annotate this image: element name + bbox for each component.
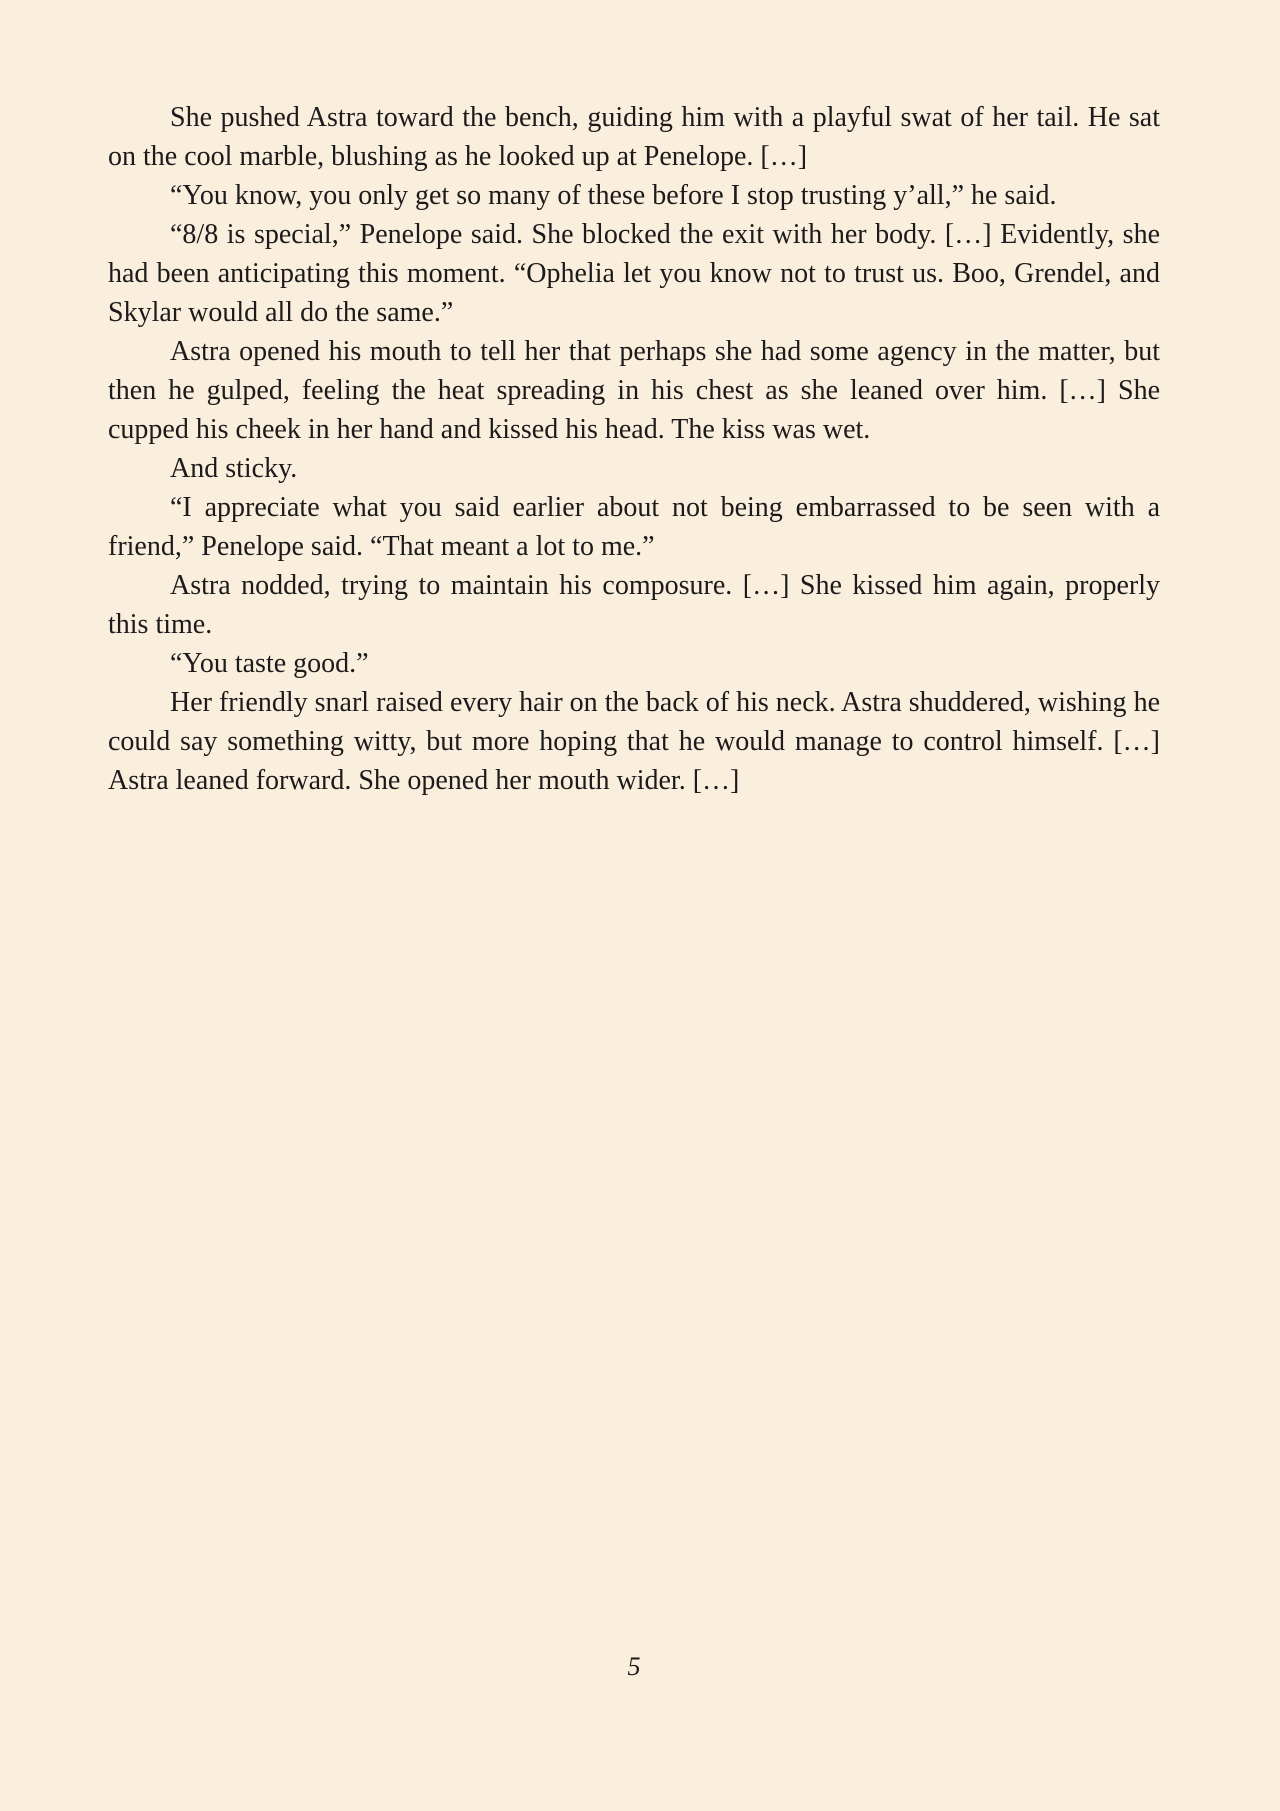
paragraph: “8/8 is special,” Penelope said. She blocked the exit with her body. […] Evidently, she had been anticipating this moment. “Ophelia let you know not to trust us. Boo, Grendel, and Skylar would all do the same.” <box>108 219 1160 328</box>
paragraph: Astra nodded, trying to maintain his composure. […] She kissed him again, properly this time. <box>108 570 1160 640</box>
page-text <box>108 98 1160 800</box>
paragraph: And sticky. <box>170 453 298 484</box>
paragraph: She pushed Astra toward the bench, guiding him with a playful swat of her tail. He sat on the cool marble, blushing as he looked up at Penelope. […] <box>108 102 1160 172</box>
paragraph: “You know, you only get so many of these before I stop trusting y’all,” he said. <box>170 180 1057 211</box>
paragraph: “I appreciate what you said earlier about not being embarrassed to be seen with a friend,” Penelope said. “That meant a lot to me.” <box>108 492 1160 562</box>
paragraph: Astra opened his mouth to tell her that perhaps she had some agency in the matter, but then he gulped, feeling the heat spreading in his chest as she leaned over him. […] She cupped his cheek in her hand and kissed his head. The kiss was wet. <box>108 336 1160 445</box>
paragraph: “You taste good.” <box>170 648 369 679</box>
paragraph: Her friendly snarl raised every hair on the back of his neck. Astra shuddered, wishing he could say something witty, but more hoping that he would manage to control himself. […] Astra leaned forward. She opened her mouth wider. […] <box>108 687 1160 796</box>
page-number: 5 <box>627 1652 641 1681</box>
